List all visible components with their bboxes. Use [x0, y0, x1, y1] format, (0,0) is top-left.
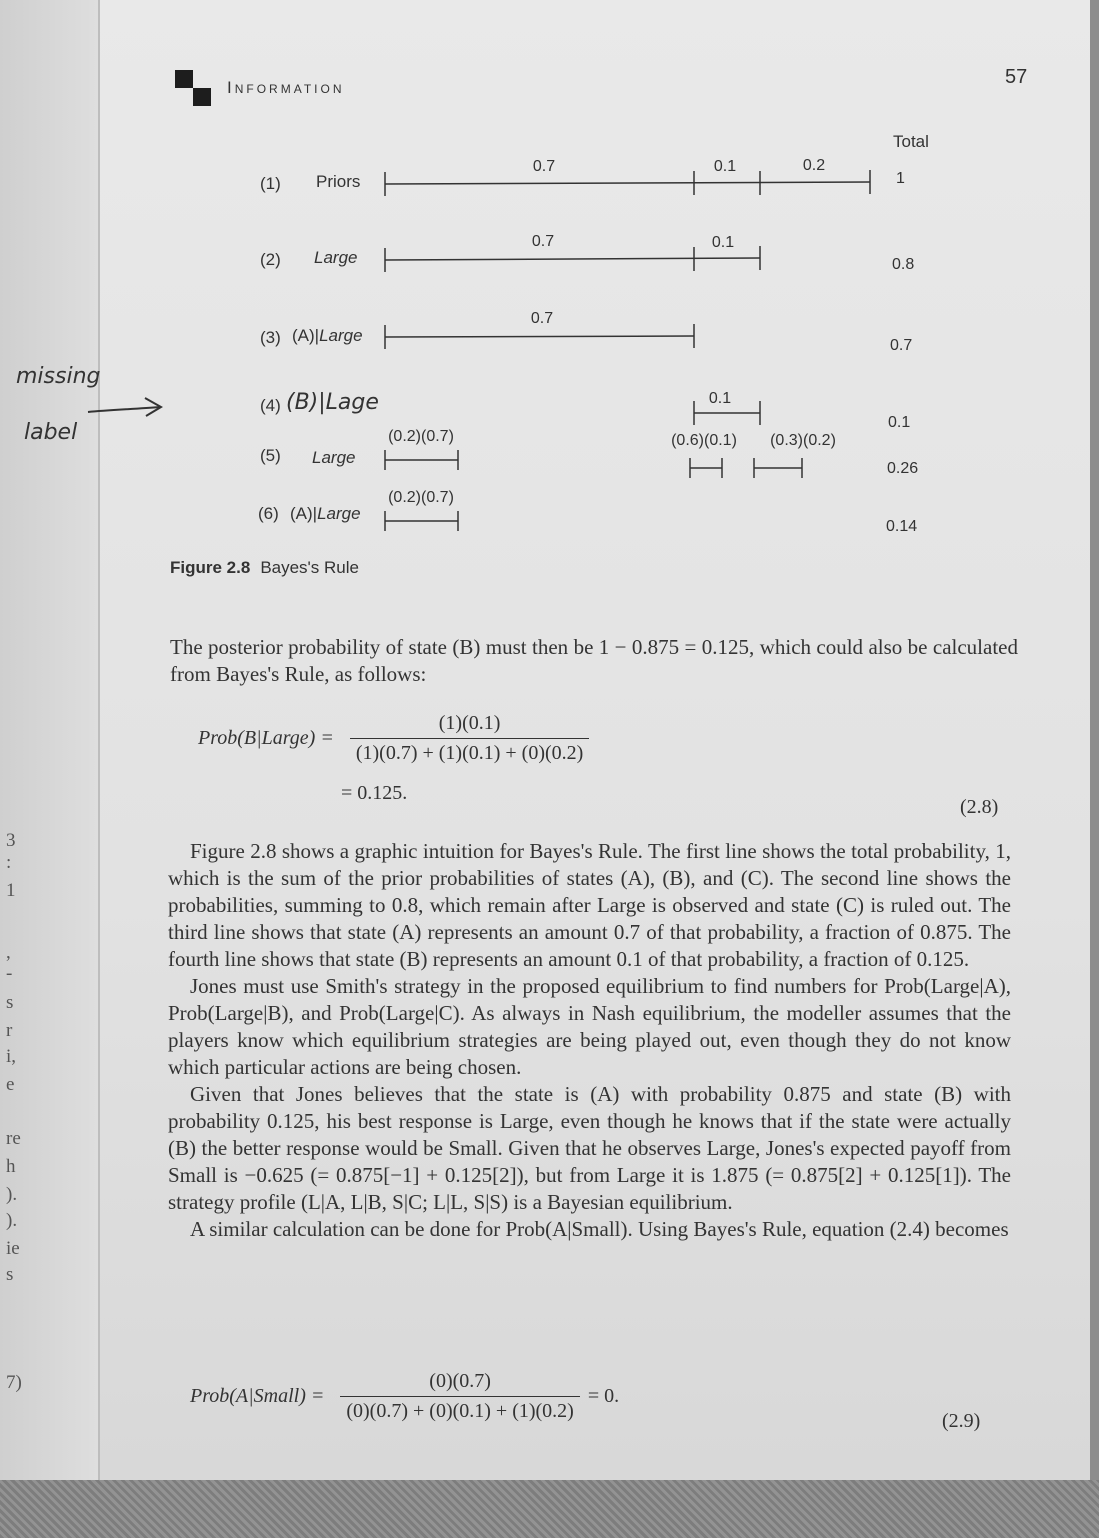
- equation-number: (2.8): [960, 796, 999, 818]
- segment-label: 0.1: [711, 234, 735, 251]
- margin-fragment: i,: [6, 1046, 17, 1067]
- row-total: 0.14: [886, 518, 918, 535]
- segment-label: (0.3)(0.2): [770, 432, 836, 449]
- scanner-background: [0, 1480, 1099, 1538]
- annotation-label: label: [24, 420, 78, 445]
- row-label: (A)|Large: [292, 326, 363, 345]
- row-1-bars: [385, 170, 870, 196]
- equation-2-9: [190, 1370, 619, 1423]
- row-total: 0.7: [890, 337, 913, 354]
- margin-fragment: r: [6, 1020, 13, 1041]
- equation-numerator: (1)(0.1): [438, 712, 501, 734]
- row-number: (2): [260, 250, 281, 269]
- equation-fraction: [350, 712, 589, 765]
- row-label: Large: [314, 248, 358, 267]
- margin-fragment: s: [6, 992, 14, 1013]
- row-total: 0.26: [887, 460, 919, 477]
- segment-label: (0.2)(0.7): [388, 489, 454, 506]
- equation-numerator: (0)(0.7): [429, 1370, 491, 1392]
- equation-number: (2.9): [942, 1410, 981, 1432]
- margin-fragment: s: [6, 1264, 14, 1285]
- row-total: 0.1: [888, 414, 911, 431]
- caption-text: Bayes's Rule: [260, 558, 359, 577]
- margin-fragment: -: [6, 963, 13, 984]
- margin-fragment: 1: [6, 880, 16, 901]
- paragraph-text: Given that Jones believes that the state is (A) with probability 0.875 and state (B) with probability 0.125, his best response is Large, even though he knows that if the state were actually (B) the better response would be Small. Given that he observes Large, Jones's expected payoff from Small is −0.625 (= 0.875[−1] + 0.125[2]), but from Large it is 1.875 (= 0.875[2] + 0.125[1]). The strategy profile (L|A, L|B, S|C; L|L, S|S) is a Bayesian equilibrium.: [168, 1082, 1011, 1214]
- row-5-bars: [385, 450, 802, 478]
- equation-denominator: (1)(0.7) + (1)(0.1) + (0)(0.2): [350, 738, 589, 765]
- paragraph-text: The posterior probability of state (B) must then be 1 − 0.875 = 0.125, which could also be calculated from Bayes's Rule, as follows:: [170, 635, 1018, 686]
- segment-label: (0.2)(0.7): [388, 428, 454, 445]
- margin-fragment: ).: [6, 1210, 18, 1231]
- paragraph-text: A similar calculation can be done for Prob(A|Small). Using Bayes's Rule, equation (2.4) becomes: [190, 1217, 1009, 1241]
- row-number: (4): [260, 396, 281, 415]
- body-paragraphs: [168, 838, 1011, 1243]
- equation-fraction: [340, 1370, 579, 1423]
- equation-lhs: Prob(B|Large) =: [198, 727, 334, 749]
- row-number: (6): [258, 504, 279, 523]
- running-head-title: Information: [227, 78, 345, 97]
- segment-label: 0.7: [531, 233, 555, 250]
- margin-fragment: e: [6, 1074, 15, 1095]
- margin-fragment: ,: [6, 942, 11, 963]
- paragraph-text: Jones must use Smith's strategy in the proposed equilibrium to find numbers for Prob(Large|A), Prob(Large|B), and Prob(Large|C). As always in Nash equilibrium, the modeller assumes that the players know which equilibrium strategies are being played out, even though they do not know which particular actions are being chosen.: [168, 974, 1011, 1079]
- paragraph-text: Figure 2.8 shows a graphic intuition for Bayes's Rule. The first line shows the total probability, 1, which is the sum of the prior probabilities of states (A), (B), and (C). The second line shows the probabilities, summing to 0.8, which remain after Large is observed and state (C) is ruled out. The third line shows that state (A) represents an amount 0.7 of that probability, a fraction of 0.875. The fourth line shows that state (B) represents an amount 0.1 of that probability, a fraction of 0.125.: [168, 839, 1011, 971]
- handwritten-row-label: (B)|Lage: [286, 390, 379, 415]
- margin-fragment: h: [6, 1156, 16, 1177]
- margin-fragment: 7): [6, 1372, 22, 1393]
- paragraph-posterior: [170, 634, 1018, 688]
- row-total: 0.8: [892, 256, 915, 273]
- total-header: Total: [893, 132, 929, 151]
- segment-label: 0.7: [530, 310, 554, 327]
- segment-label: 0.7: [532, 158, 556, 175]
- segment-label: 0.1: [708, 390, 732, 407]
- segment-label: 0.1: [713, 158, 737, 175]
- row-label: Large: [312, 448, 356, 467]
- row-label: (A)|Large: [290, 504, 361, 523]
- caption-number: Figure 2.8: [170, 558, 251, 577]
- figure-lines: [0, 0, 1090, 600]
- row-number: (1): [260, 174, 281, 193]
- row-label: Priors: [316, 172, 361, 191]
- equation-lhs: Prob(A|Small) =: [190, 1385, 325, 1407]
- segment-label: 0.2: [802, 157, 826, 174]
- row-6-bars: [385, 511, 458, 531]
- figure-bayes-rule: [0, 0, 1090, 600]
- margin-fragment: re: [6, 1128, 21, 1149]
- equation-denominator: (0)(0.7) + (0)(0.1) + (1)(0.2): [340, 1396, 579, 1423]
- margin-fragment: 3: [6, 830, 16, 851]
- margin-fragment: :: [6, 852, 12, 873]
- figure-caption: [170, 558, 359, 578]
- row-number: (5): [260, 446, 281, 465]
- margin-fragment: ie: [6, 1238, 20, 1259]
- margin-fragment: ).: [6, 1184, 18, 1205]
- page-number: 57: [1005, 66, 1028, 88]
- equation-result: = 0.: [587, 1385, 620, 1407]
- annotation-missing: missing: [16, 364, 101, 389]
- equation-2-8: [198, 712, 597, 765]
- row-number: (3): [260, 328, 281, 347]
- equation-2-8-result: = 0.125.: [341, 782, 408, 804]
- row-total: 1: [896, 170, 905, 187]
- row-2-bars: [385, 246, 760, 272]
- arrow-right-icon: [88, 398, 161, 416]
- segment-label: (0.6)(0.1): [671, 432, 737, 449]
